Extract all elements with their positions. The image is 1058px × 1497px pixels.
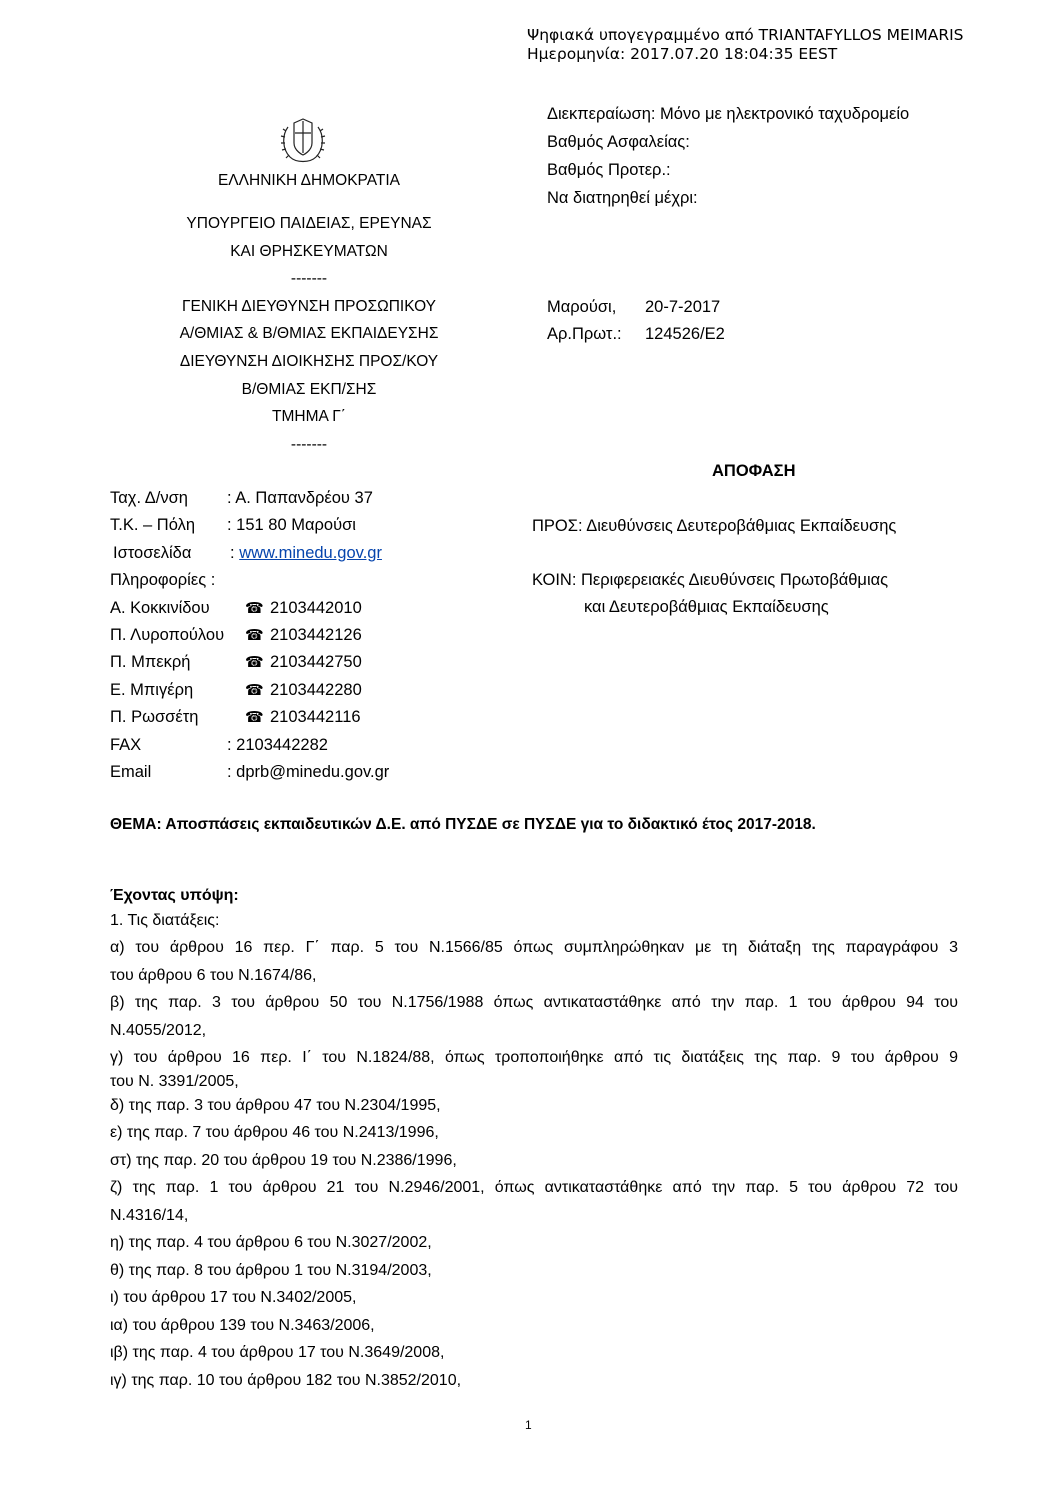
cc-line-2: και Δευτεροβάθμιας Εκπαίδευσης bbox=[584, 598, 829, 616]
contact-name: Ε. Μπιγέρη bbox=[110, 680, 194, 699]
address-label: Ταχ. Δ/νση bbox=[110, 489, 188, 507]
email-value: : dprb@minedu.gov.gr bbox=[227, 762, 390, 781]
info-label: Πληροφορίες : bbox=[110, 571, 216, 590]
clause-z-line-2: Ν.4316/14, bbox=[110, 1206, 189, 1224]
contact-name: Α. Κοκκινίδου bbox=[110, 598, 210, 617]
clause-h: η) της παρ. 4 του άρθρου 6 του Ν.3027/2002, bbox=[110, 1234, 432, 1251]
security-line: Βαθμός Ασφαλείας: bbox=[547, 133, 690, 151]
clause-ig: ιγ) της παρ. 10 του άρθρου 182 του Ν.3852/2010, bbox=[110, 1371, 462, 1389]
clause-d: δ) της παρ. 3 του άρθρου 47 του Ν.2304/1995, bbox=[110, 1096, 441, 1114]
clause-b-line-1: β) της παρ. 3 του άρθρου 50 του Ν.1756/1988 όπως αντικαταστάθηκε από την παρ. 1 του άρθρου 94 του bbox=[110, 994, 958, 1011]
signature-line-2: Ημερομηνία: 2017.07.20 18:04:35 EEST bbox=[527, 45, 838, 63]
contact-phone: 2103442116 bbox=[270, 708, 361, 727]
contact-phone: 2103442750 bbox=[270, 653, 362, 672]
website-link[interactable]: www.minedu.gov.gr bbox=[239, 543, 382, 562]
handling-meta bbox=[547, 100, 909, 212]
greek-emblem-icon bbox=[278, 113, 328, 167]
decision-title: ΑΠΟΦΑΣΗ bbox=[712, 462, 796, 480]
contact-name: Π. Ρωσσέτη bbox=[110, 708, 199, 727]
phone-icon: ☎ bbox=[245, 626, 264, 644]
ministry-line-2: ΚΑΙ ΘΡΗΣΚΕΥΜΑΤΩΝ bbox=[230, 242, 388, 260]
fax-label: FAX bbox=[110, 735, 142, 754]
republic-title: ΕΛΛΗΝΙΚΗ ΔΗΜΟΚΡΑΤΙΑ bbox=[217, 172, 401, 189]
clause-c-line-1: γ) του άρθρου 16 περ. Ι΄ του Ν.1824/88, όπως τροποποιήθηκε από τις διατάξεις της παρ. 9 του άρθρου 9 bbox=[110, 1049, 958, 1066]
email-label: Email bbox=[110, 762, 152, 781]
subject-line: ΘΕΜΑ: Αποσπάσεις εκπαιδευτικών Δ.Ε. από ΠΥΣΔΕ σε ΠΥΣΔΕ για το διδακτικό έτος 2017-2018. bbox=[110, 816, 816, 833]
document-body bbox=[110, 884, 958, 1394]
department-line-3: ΔΙΕΥΘΥΝΣΗ ΔΙΟΙΚΗΣΗΣ ΠΡΟΣ/ΚΟΥ bbox=[179, 352, 439, 370]
retain-line: Να διατηρηθεί μέχρι: bbox=[547, 189, 698, 207]
clause-ib: ιβ) της παρ. 4 του άρθρου 17 του Ν.3649/2008, bbox=[110, 1344, 445, 1361]
zip-label: Τ.Κ. – Πόλη bbox=[110, 516, 195, 535]
cc-line-1: ΚΟΙΝ: Περιφερειακές Διευθύνσεις Πρωτοβάθμιας bbox=[532, 571, 889, 589]
clause-b-line-2: Ν.4055/2012, bbox=[110, 1021, 207, 1039]
contact-phone: 2103442126 bbox=[270, 625, 362, 644]
protocol-label: Αρ.Πρωτ.: bbox=[547, 325, 622, 343]
contact-phone: 2103442010 bbox=[270, 598, 362, 617]
clause-z-line-1: ζ) της παρ. 1 του άρθρου 21 του Ν.2946/2001, όπως αντικαταστάθηκε από την παρ. 5 του άρθρου 72 του bbox=[110, 1179, 958, 1196]
ministry-block bbox=[140, 210, 478, 458]
clause-st: στ) της παρ. 20 του άρθρου 19 του Ν.2386/1996, bbox=[110, 1151, 457, 1169]
web-prefix: : bbox=[230, 543, 235, 562]
clause-a-line-2: του άρθρου 6 του Ν.1674/86, bbox=[110, 966, 317, 984]
protocol-number: 124526/Ε2 bbox=[645, 325, 725, 343]
contact-name: Π. Λυροπούλου bbox=[110, 625, 225, 644]
handling-line: Διεκπεραίωση: Μόνο με ηλεκτρονικό ταχυδρομείο bbox=[547, 105, 910, 123]
clause-a-line-1: α) του άρθρου 16 περ. Γ΄ παρ. 5 του Ν.1566/85 όπως συμπληρώθηκαν με τη διάταξη της παραγράφου 3 bbox=[110, 939, 958, 956]
place-label: Μαρούσι, bbox=[547, 298, 617, 316]
separator-1: ------- bbox=[290, 270, 328, 288]
web-label: Ιστοσελίδα bbox=[113, 543, 192, 562]
phone-icon: ☎ bbox=[245, 599, 264, 617]
phone-icon: ☎ bbox=[245, 709, 264, 727]
zip-value: : 151 80 Μαρούσι bbox=[227, 516, 356, 535]
separator-2: ------- bbox=[290, 435, 328, 453]
page-number: 1 bbox=[525, 1418, 532, 1432]
clause-ia: ια) του άρθρου 139 του Ν.3463/2006, bbox=[110, 1316, 375, 1334]
department-line-2: Α/ΘΜΙΑΣ & Β/ΘΜΙΑΣ ΕΚΠΑΙΔΕΥΣΗΣ bbox=[179, 325, 439, 343]
department-line-5: ΤΜΗΜΑ Γ΄ bbox=[272, 408, 346, 426]
clause-th: θ) της παρ. 8 του άρθρου 1 του Ν.3194/2003, bbox=[110, 1261, 432, 1279]
digital-signature bbox=[527, 26, 964, 64]
protocol-block bbox=[547, 294, 725, 348]
department-line-1: ΓΕΝΙΚΗ ΔΙΕΥΘΥΝΣΗ ΠΡΟΣΩΠΙΚΟΥ bbox=[181, 297, 436, 315]
contact-phone: 2103442280 bbox=[270, 680, 362, 699]
recipients-to: ΠΡΟΣ: Διευθύνσεις Δευτεροβάθμιας Εκπαίδευσης bbox=[532, 517, 897, 535]
department-line-4: Β/ΘΜΙΑΣ ΕΚΠ/ΣΗΣ bbox=[241, 380, 377, 398]
clause-e: ε) της παρ. 7 του άρθρου 46 του Ν.2413/1996, bbox=[110, 1124, 439, 1141]
phone-icon: ☎ bbox=[245, 654, 264, 672]
date-value: 20-7-2017 bbox=[645, 298, 721, 316]
ministry-line-1: ΥΠΟΥΡΓΕΙΟ ΠΑΙΔΕΙΑΣ, ΕΡΕΥΝΑΣ bbox=[186, 215, 432, 232]
intro-line: Έχοντας υπόψη: bbox=[110, 887, 239, 904]
item-1: 1. Τις διατάξεις: bbox=[110, 912, 220, 929]
clause-c-line-2: του Ν. 3391/2005, bbox=[110, 1072, 239, 1090]
recipients-cc bbox=[532, 567, 888, 621]
address-value: : Α. Παπανδρέου 37 bbox=[227, 489, 373, 507]
contact-name: Π. Μπεκρή bbox=[110, 653, 191, 672]
signature-line-1: Ψηφιακά υπογεγραμμένο από TRIANTAFYLLOS MEIMARIS bbox=[527, 26, 964, 44]
clause-i: ι) του άρθρου 17 του Ν.3402/2005, bbox=[110, 1289, 357, 1306]
fax-value: : 2103442282 bbox=[227, 735, 328, 754]
priority-line: Βαθμός Προτερ.: bbox=[547, 161, 671, 179]
agency-header bbox=[140, 167, 478, 195]
phone-icon: ☎ bbox=[245, 681, 264, 699]
